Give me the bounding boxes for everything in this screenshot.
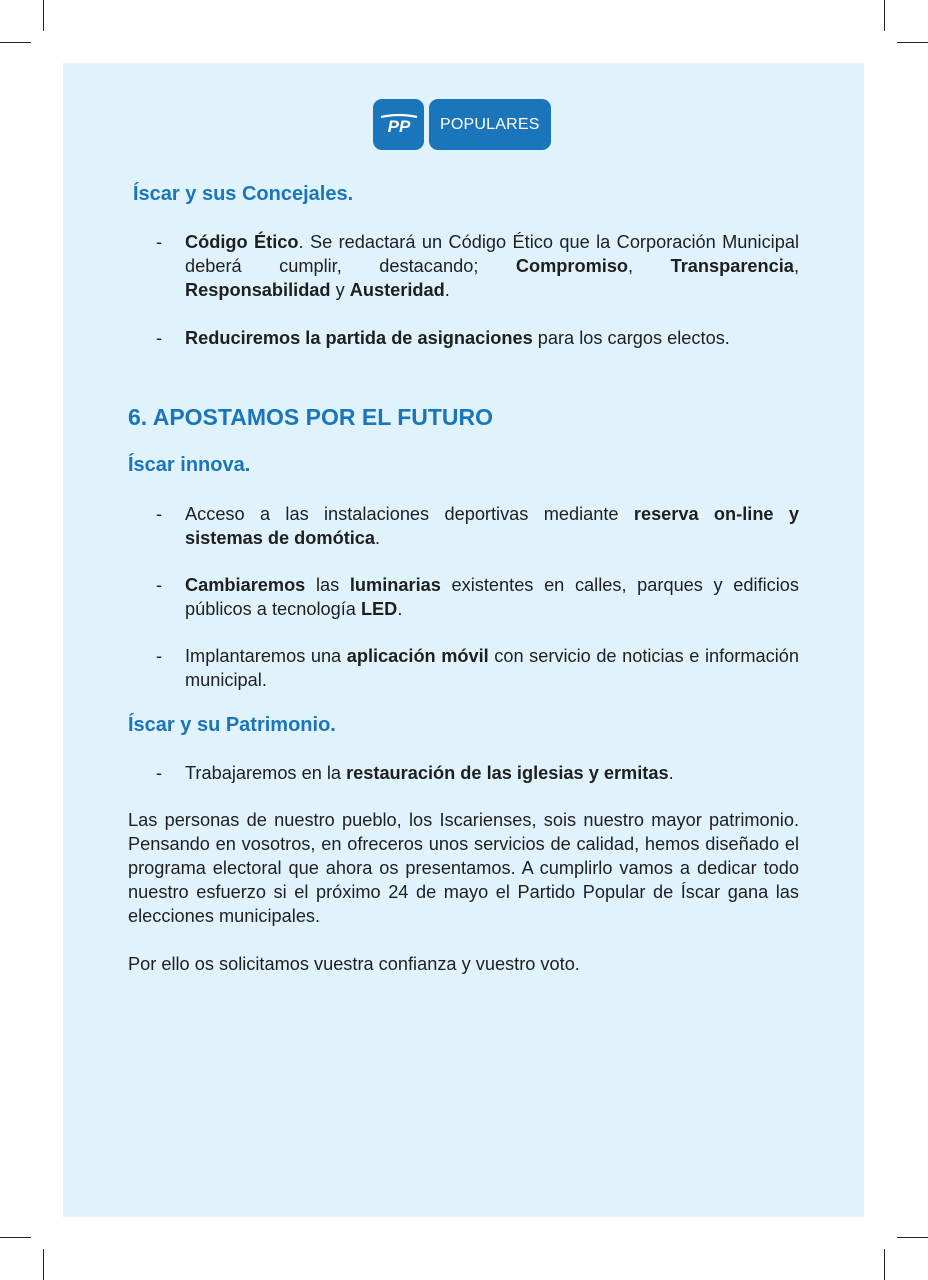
list-item: - Código Ético. Se redactará un Código Ético que la Corporación Municipal deberá cumplir, destacando; Compromiso, Transparencia, Responsabilidad y Austeridad. bbox=[156, 232, 799, 300]
list-item: - Cambiaremos las luminarias existentes en calles, parques y edificios públicos a tecnología LED. bbox=[156, 575, 800, 619]
crop-mark bbox=[897, 1237, 928, 1238]
crop-mark bbox=[43, 1249, 44, 1280]
list-item: - Trabajaremos en la restauración de las iglesias y ermitas. bbox=[156, 763, 674, 783]
list-item: - Implantaremos una aplicación móvil con servicio de noticias e información municipal. bbox=[156, 646, 799, 690]
crop-mark bbox=[884, 1249, 885, 1280]
heading-innova: Íscar innova. bbox=[128, 454, 251, 476]
section-title: 6. APOSTAMOS POR EL FUTURO bbox=[128, 404, 494, 430]
list-item: - Reduciremos la partida de asignaciones para los cargos electos. bbox=[156, 328, 730, 348]
crop-mark bbox=[897, 42, 928, 43]
list-item: - Acceso a las instalaciones deportivas mediante reserva on-line y sistemas de domótica. bbox=[156, 504, 799, 548]
crop-mark bbox=[884, 0, 885, 31]
crop-mark bbox=[0, 1237, 31, 1238]
heading-concejales: Íscar y sus Concejales. bbox=[133, 183, 354, 205]
crop-mark bbox=[43, 0, 44, 31]
closing-request: Por ello os solicitamos vuestra confianza y vuestro voto. bbox=[128, 954, 580, 974]
closing-paragraph: Las personas de nuestro pueblo, los Iscarienses, sois nuestro mayor patrimonio. Pensando en vosotros, en ofreceros unos servicios de calidad, hemos diseñado el programa electoral que ahora os presentamos. A cumplirlo vamos a dedicar todo nuestro esfuerzo si el próximo 24 de mayo el Partido Popular de Íscar gana las elecciones municipales. bbox=[128, 810, 799, 926]
pp-logo-mark bbox=[373, 99, 424, 150]
svg-text:PP: PP bbox=[387, 116, 410, 136]
heading-patrimonio: Íscar y su Patrimonio. bbox=[128, 714, 336, 736]
pp-logo-icon bbox=[377, 113, 421, 137]
logo-text: POPULARES bbox=[429, 99, 551, 150]
crop-mark bbox=[0, 42, 31, 43]
party-logo bbox=[373, 99, 551, 150]
